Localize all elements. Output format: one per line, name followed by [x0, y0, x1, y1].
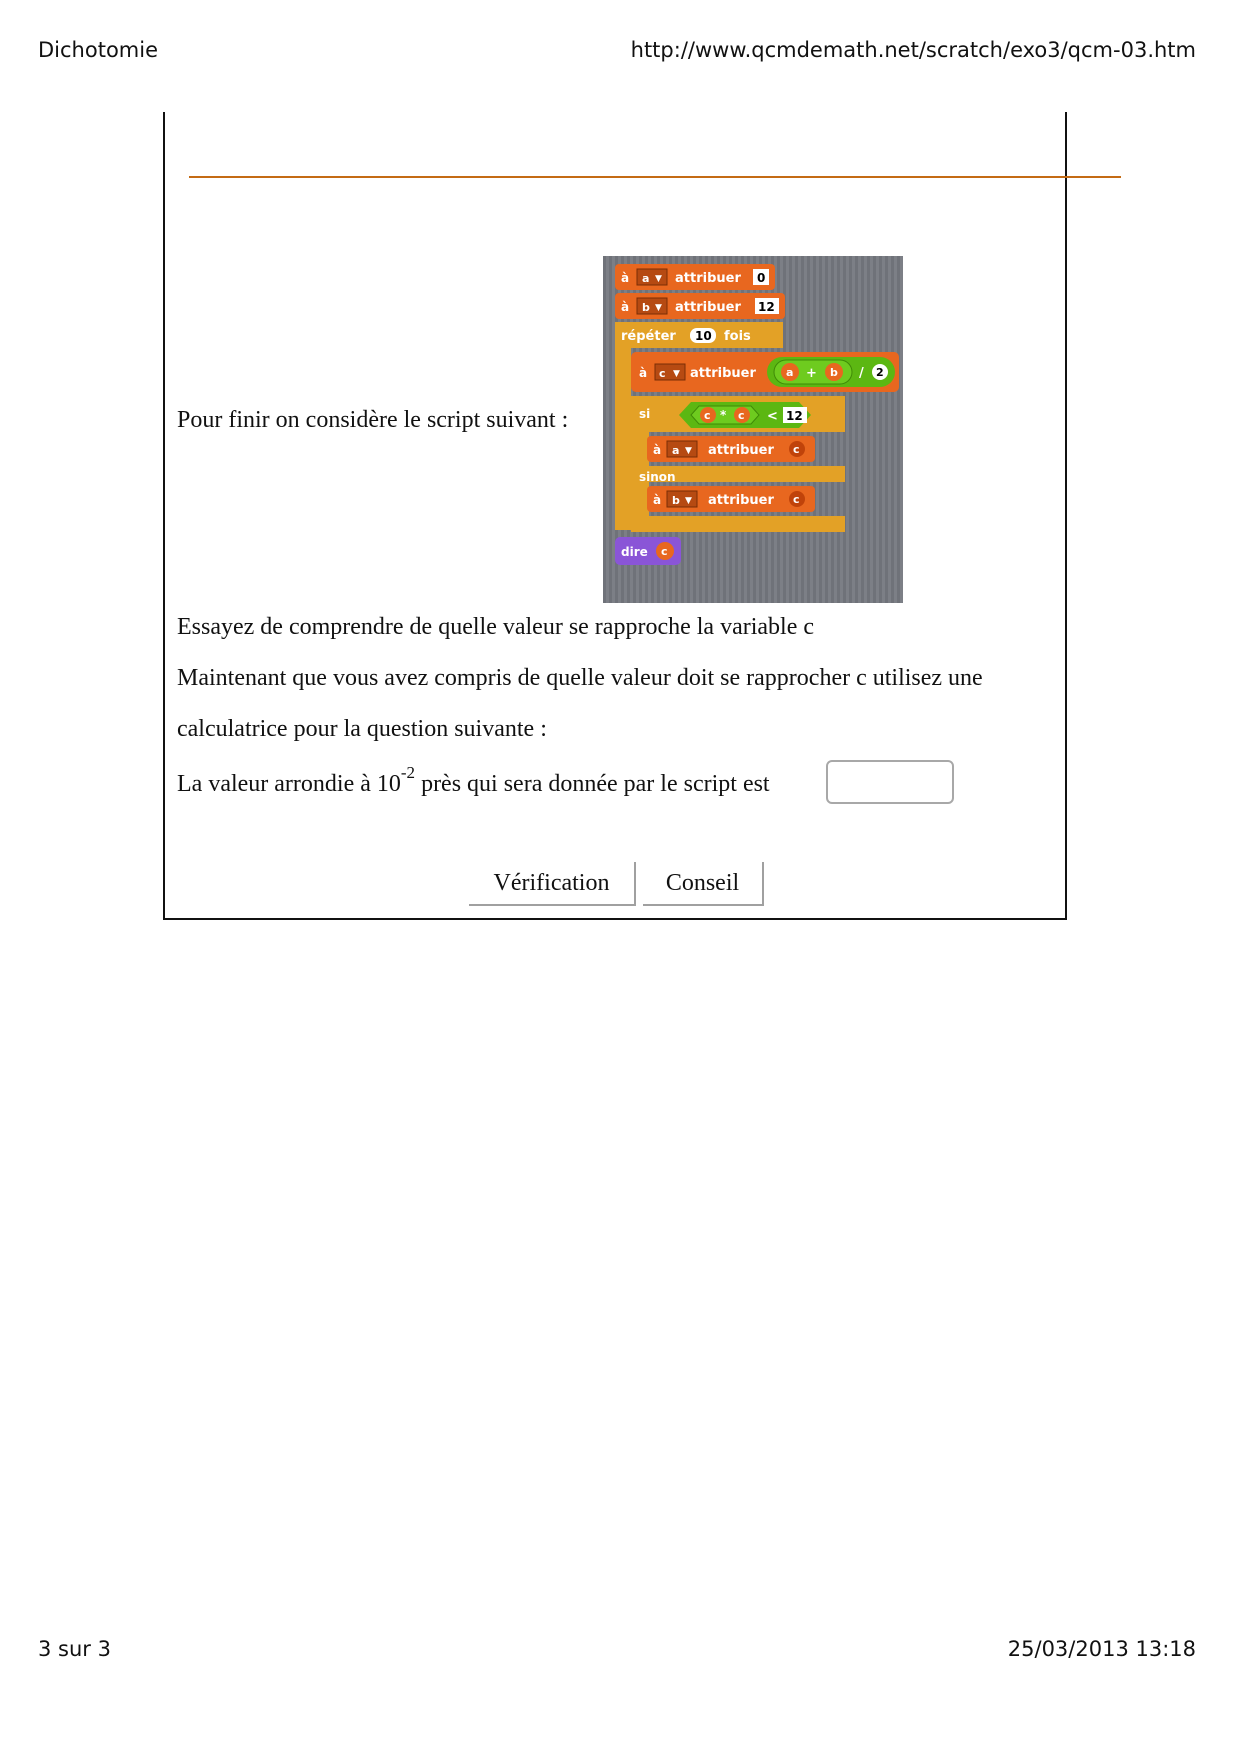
hint-button[interactable]: Conseil	[643, 862, 764, 906]
expr-a: a	[786, 366, 794, 379]
page-title-header: Dichotomie	[38, 38, 159, 62]
dropdown-arrow-icon: ▼	[655, 274, 662, 284]
page-url-header: http://www.qcmdemath.net/scratch/exo3/qcm-03.htm	[630, 38, 1196, 62]
repeat-label: répéter	[621, 329, 676, 344]
say-label: dire	[621, 545, 648, 559]
intro-text: Pour finir on considère le script suivant :	[177, 407, 569, 433]
question-1-text: Essayez de comprendre de quelle valeur se rapproche la variable c	[177, 614, 815, 640]
cond-lt: <	[767, 409, 778, 424]
page-number-footer: 3 sur 3	[38, 1637, 111, 1661]
question-2-text-line2: calculatrice pour la question suivante :	[177, 716, 547, 742]
set-c-verb: attribuer	[690, 366, 756, 381]
else-value: c	[793, 493, 800, 506]
scratch-script-image	[603, 256, 903, 603]
answer-prompt-before: La valeur arrondie à 10	[177, 771, 401, 797]
else-prefix: à	[653, 493, 662, 507]
then-verb: attribuer	[708, 443, 774, 458]
set-a-var: a	[642, 272, 650, 285]
dropdown-arrow-icon: ▼	[673, 369, 680, 379]
say-value: c	[661, 545, 668, 558]
set-b-var: b	[642, 301, 650, 314]
set-a-value: 0	[757, 271, 766, 285]
then-var: a	[672, 444, 680, 457]
else-var: b	[672, 494, 680, 507]
cond-times: *	[720, 408, 727, 422]
cond-value: 12	[786, 409, 803, 423]
answer-prompt-after: près qui sera donnée par le script est	[415, 771, 770, 797]
repeat-count: 10	[695, 329, 712, 343]
then-value: c	[793, 443, 800, 456]
expr-div: /	[859, 366, 864, 381]
else-label: sinon	[639, 470, 676, 484]
verify-button[interactable]: Vérification	[469, 862, 636, 906]
answer-prompt-exponent: -2	[400, 763, 416, 782]
timestamp-footer: 25/03/2013 13:18	[1007, 1637, 1196, 1661]
set-b-value: 12	[758, 300, 775, 314]
expr-divisor: 2	[876, 366, 884, 379]
answer-prompt	[177, 763, 770, 798]
repeat-suffix: fois	[724, 329, 751, 344]
expr-plus: +	[806, 366, 817, 381]
else-verb: attribuer	[708, 493, 774, 508]
cond-c1: c	[704, 409, 711, 422]
set-a-verb: attribuer	[675, 271, 741, 286]
section-separator	[189, 176, 1121, 178]
set-b-prefix: à	[621, 300, 630, 314]
dropdown-arrow-icon: ▼	[685, 496, 692, 506]
question-2-text-line1: Maintenant que vous avez compris de quelle valeur doit se rapprocher c utilisez une	[177, 665, 983, 691]
answer-input[interactable]	[826, 760, 954, 804]
expr-b: b	[830, 366, 838, 379]
if-label: si	[639, 407, 651, 421]
dropdown-arrow-icon: ▼	[655, 303, 662, 313]
then-prefix: à	[653, 443, 662, 457]
set-a-prefix: à	[621, 271, 630, 285]
set-b-verb: attribuer	[675, 300, 741, 315]
set-c-var: c	[659, 367, 666, 380]
set-c-prefix: à	[639, 366, 648, 380]
cond-c2: c	[738, 409, 745, 422]
dropdown-arrow-icon: ▼	[685, 446, 692, 456]
